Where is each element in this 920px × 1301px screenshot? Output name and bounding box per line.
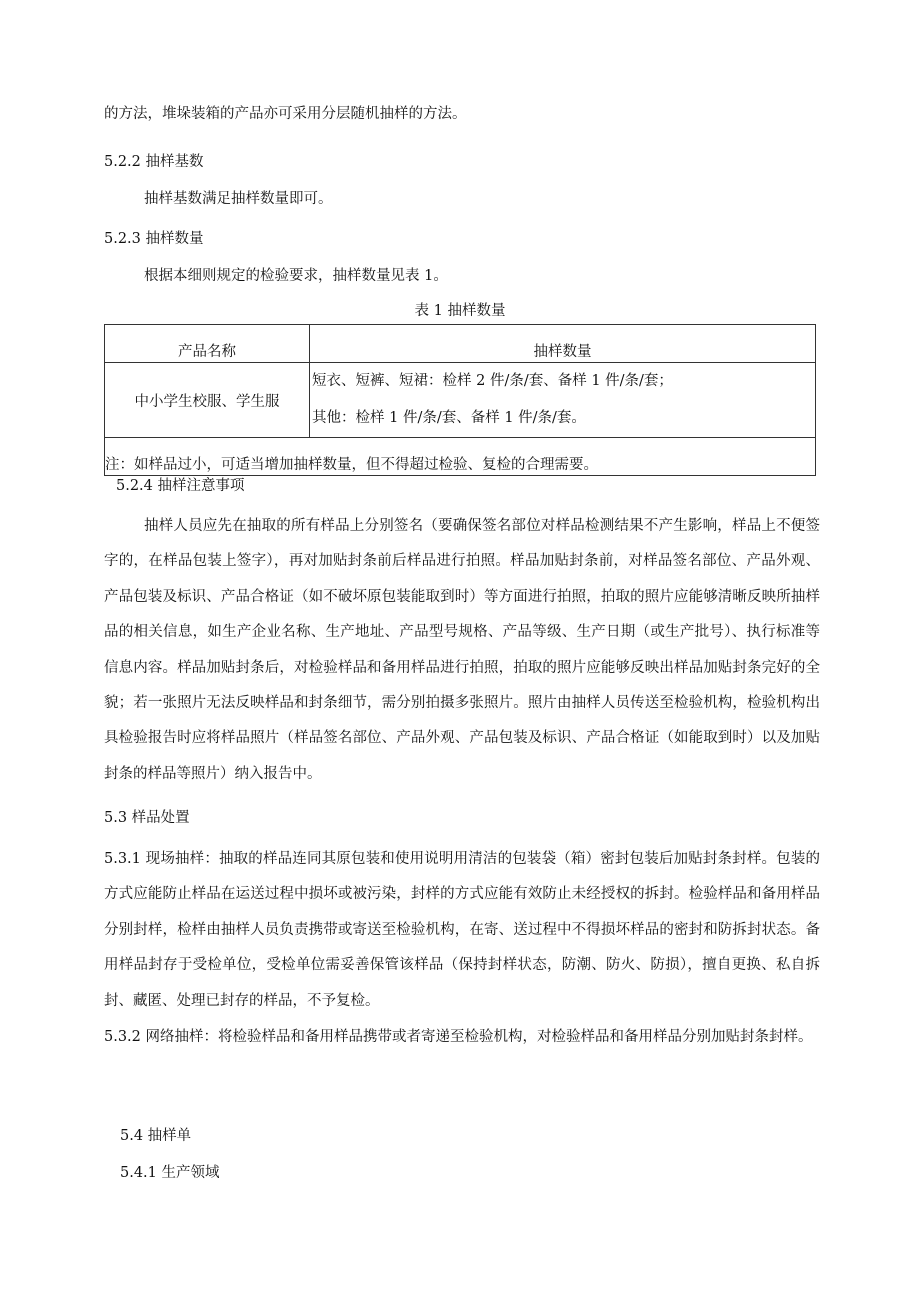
paragraph-5-2-4: 抽样人员应先在抽取的所有样品上分别签名（要确保签名部位对样品检测结果不产生影响，样品上不便签字的，在样品包装上签字），再对加贴封条前后样品进行拍照。样品加贴封条前，对样品签名部位、产品外观、产品包装及标识、产品合格证（如不破坏原包装能取到时）等方面进行拍照，拍取的照片应能够清晰反映所抽样品的相关信息，如生产企业名称、生产地址、产品型号规格、产品等级、生产日期（或生产批号）、执行标准等信息内容。样品加贴封条后，对检验样品和备用样品进行拍照，拍取的照片应能够反映出样品加贴封条完好的全貌；若一张照片无法反映样品和封条细节，需分别拍摄多张照片。照片由抽样人员传送至检验机构，检验机构出具检验报告时应将样品照片（样品签名部位、产品外观、产品包装及标识、产品合格证（如能取到时）以及加贴封条的样品等照片）纳入报告中。 xyxy=(104,518,820,782)
header-sample-quantity: 抽样数量 xyxy=(310,325,816,363)
table-note-row xyxy=(105,438,816,476)
table-header-row xyxy=(105,325,816,363)
paragraph-5-2-3: 根据本细则规定的检验要求，抽样数量见表 1。 xyxy=(144,268,448,284)
table-note: 注：如样品过小，可适当增加抽样数量，但不得超过检验、复检的合理需要。 xyxy=(105,438,816,476)
paragraph-5-3-2: 5.3.2 网络抽样：将检验样品和备用样品携带或者寄递至检验机构，对检验样品和备用样品分别加贴封条封样。 xyxy=(104,1029,813,1045)
intro-tail-text: 的方法，堆垛装箱的产品亦可采用分层随机抽样的方法。 xyxy=(104,106,467,122)
table-row xyxy=(105,363,816,438)
heading-5-2-4: 5.2.4 抽样注意事项 xyxy=(116,478,245,494)
heading-5-3: 5.3 样品处置 xyxy=(104,810,190,826)
table-caption: 表 1 抽样数量 xyxy=(414,303,506,319)
sampling-quantity-table xyxy=(104,324,816,476)
paragraph-5-3-1: 5.3.1 现场抽样：抽取的样品连同其原包装和使用说明用清洁的包装袋（箱）密封包装后加贴封条封样。包装的方式应能防止样品在运送过程中损坏或被污染，封样的方式应能有效防止未经授权的拆封。检验样品和备用样品分别封样，检样由抽样人员负责携带或寄送至检验机构，在寄、送过程中不得损坏样品的密封和防拆封状态。备用样品封存于受检单位，受检单位需妥善保管该样品（保持封样状态，防潮、防火、防损），擅自更换、私自拆封、藏匿、处理已封存的样品，不予复检。 xyxy=(104,851,820,1009)
heading-5-4: 5.4 抽样单 xyxy=(120,1128,192,1144)
quantity-line-1: 短衣、短裤、短裙：检样 2 件/条/套、备样 1 件/条/套； xyxy=(312,373,673,389)
heading-5-2-3: 5.2.3 抽样数量 xyxy=(104,231,204,247)
cell-product-name: 中小学生校服、学生服 xyxy=(105,363,310,438)
heading-5-2-2: 5.2.2 抽样基数 xyxy=(104,154,204,170)
header-product-name: 产品名称 xyxy=(105,325,310,363)
cell-sample-quantity xyxy=(310,363,816,438)
heading-5-4-1: 5.4.1 生产领域 xyxy=(120,1165,220,1181)
quantity-line-2: 其他：检样 1 件/条/套、备样 1 件/条/套。 xyxy=(312,410,586,426)
paragraph-5-2-2: 抽样基数满足抽样数量即可。 xyxy=(144,191,333,207)
